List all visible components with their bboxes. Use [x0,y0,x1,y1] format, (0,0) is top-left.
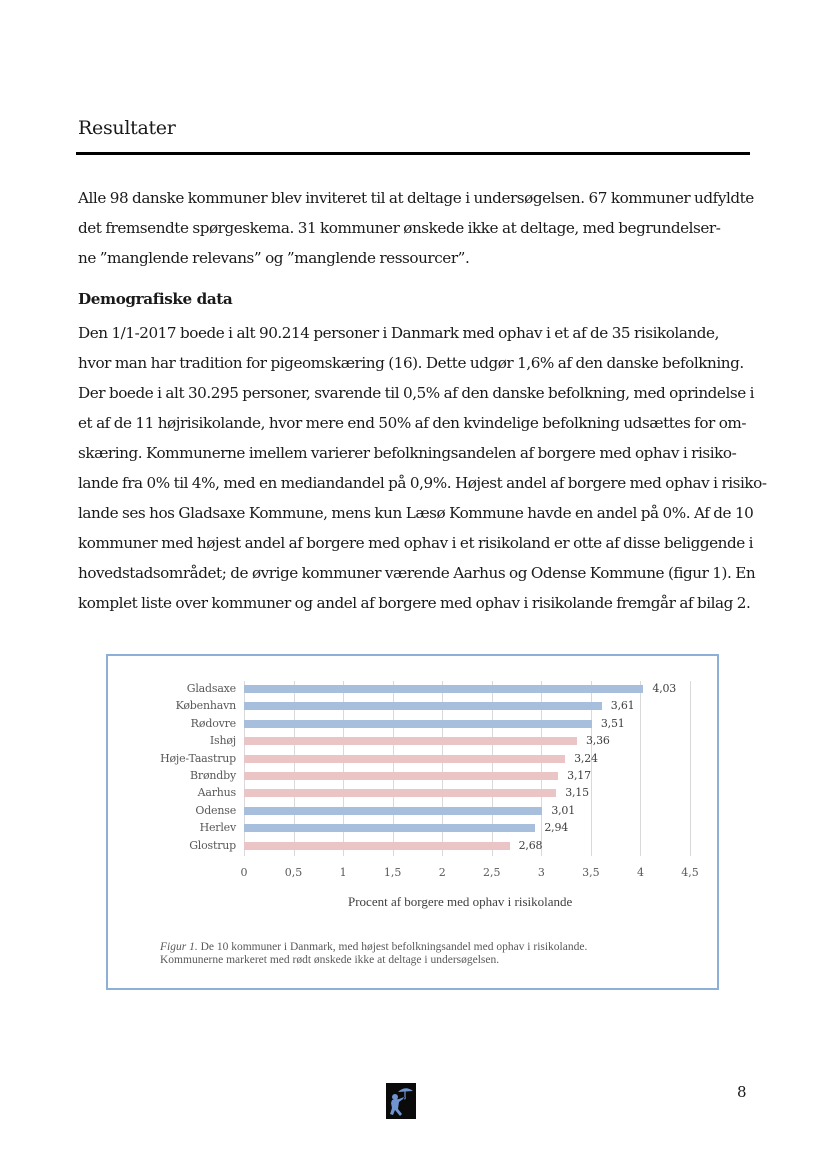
bar-ishøj [244,737,577,745]
text-line: ne ”manglende relevans” og ”manglende ressourcer”. [78,249,470,267]
figure-1 [106,654,719,990]
bar-value-label: 3,15 [565,786,589,800]
x-tick-label: 0 [240,866,248,879]
text-line: lande ses hos Gladsaxe Kommune, mens kun Læsø Kommune havde en andel på 0%. Af de 10 [78,504,754,522]
x-tick-label: 4 [636,866,644,879]
text-line: det fremsendte spørgeskema. 31 kommuner ønskede ikke at deltage, med begrundelser- [78,219,721,237]
text-line: skæring. Kommunerne imellem varierer befolkningsandelen af borgere med ophav i risiko- [78,444,737,462]
category-label: Rødovre [190,716,236,730]
bar-aarhus [244,789,556,797]
bar-value-label: 3,36 [586,734,610,748]
bar-value-label: 4,03 [652,682,677,695]
heading-divider [76,152,750,155]
bar-herlev [244,824,535,832]
gridline [640,681,641,856]
text-line: lande fra 0% til 4%, med en mediandandel på 0,9%. Højest andel af borgere med ophav i risiko- [78,474,767,492]
category-label: Gladsaxe [186,682,236,695]
text-line: Alle 98 danske kommuner blev inviteret til at deltage i undersøgelsen. 67 kommuner udfyldte [78,189,754,207]
text-line: hovedstadsområdet; de øvrige kommuner værende Aarhus og Odense Kommune (figur 1). En [78,564,756,582]
bar-gladsaxe [244,685,643,693]
category-label: Ishøj [209,734,236,748]
category-label: Glostrup [189,838,236,852]
x-tick-label: 2 [438,866,446,879]
category-label: Aarhus [197,786,236,800]
category-label: Brøndby [190,769,236,782]
x-axis-label: Procent af borgere med ophav i risikolande [348,894,573,909]
bar-glostrup [244,842,510,850]
bar-value-label: 3,51 [600,716,625,730]
x-tick-label: 1,5 [383,866,402,879]
x-tick-label: 3,5 [582,866,600,879]
category-label: Høje-Taastrup [160,751,236,765]
plot-area [244,681,690,856]
category-label: Herlev [199,821,236,835]
bar-value-label: 3,61 [610,699,635,713]
text-line: hvor man har tradition for pigeomskæring (16). Dette udgør 1,6% af den danske befolkning. [78,354,744,372]
category-label: Odense [195,803,236,817]
caption-text-1: De 10 kommuner i Danmark, med højest befolkningsandel med ophav i risikolande. [197,941,588,953]
x-tick-label: 4,5 [681,866,699,879]
gridline [690,681,691,856]
umbrella-figure-logo-icon [386,1083,416,1119]
text-line: komplet liste over kommuner og andel af borgere med ophav i risikolande fremgår af bilag 2. [78,594,751,612]
bar-chart [108,656,717,988]
demographics-paragraph [78,318,767,618]
caption-label: Figur 1. [160,941,198,953]
bar-københavn [244,702,602,710]
x-tick-label: 2,5 [483,866,501,879]
subheading-demographics: Demografiske data [78,290,233,308]
section-heading: Resultater [78,117,176,139]
x-tick-label: 3 [537,866,545,879]
page-number: 8 [737,1083,747,1101]
bar-value-label: 2,68 [518,838,543,852]
bar-value-label: 3,17 [567,769,591,782]
text-line: Den 1/1-2017 boede i alt 90.214 personer i Danmark med ophav i et af de 35 risikolande, [78,324,719,342]
bar-value-label: 2,94 [544,821,569,835]
bar-value-label: 3,24 [574,751,598,765]
text-line: kommuner med højest andel af borgere med ophav i et risikoland er otte af disse beliggende i [78,534,754,552]
bar-brøndby [244,772,558,780]
text-line: et af de 11 højrisikolande, hvor mere end 50% af den kvindelige befolkning udsættes for om- [78,414,747,432]
bar-rødovre [244,720,592,728]
x-tick-label: 1 [339,866,347,879]
x-tick-label: 0,5 [284,866,303,879]
text-line: Der boede i alt 30.295 personer, svarende til 0,5% af den danske befolkning, med oprindelse i [78,384,755,402]
intro-paragraph [78,183,758,273]
bar-odense [244,807,542,815]
category-label: København [175,699,236,713]
caption-text-2: Kommunerne markeret med rødt ønskede ikke at deltage i undersøgelsen. [160,954,500,966]
figure-caption [160,941,587,967]
bar-høje-taastrup [244,755,565,763]
bar-value-label: 3,01 [551,803,576,817]
